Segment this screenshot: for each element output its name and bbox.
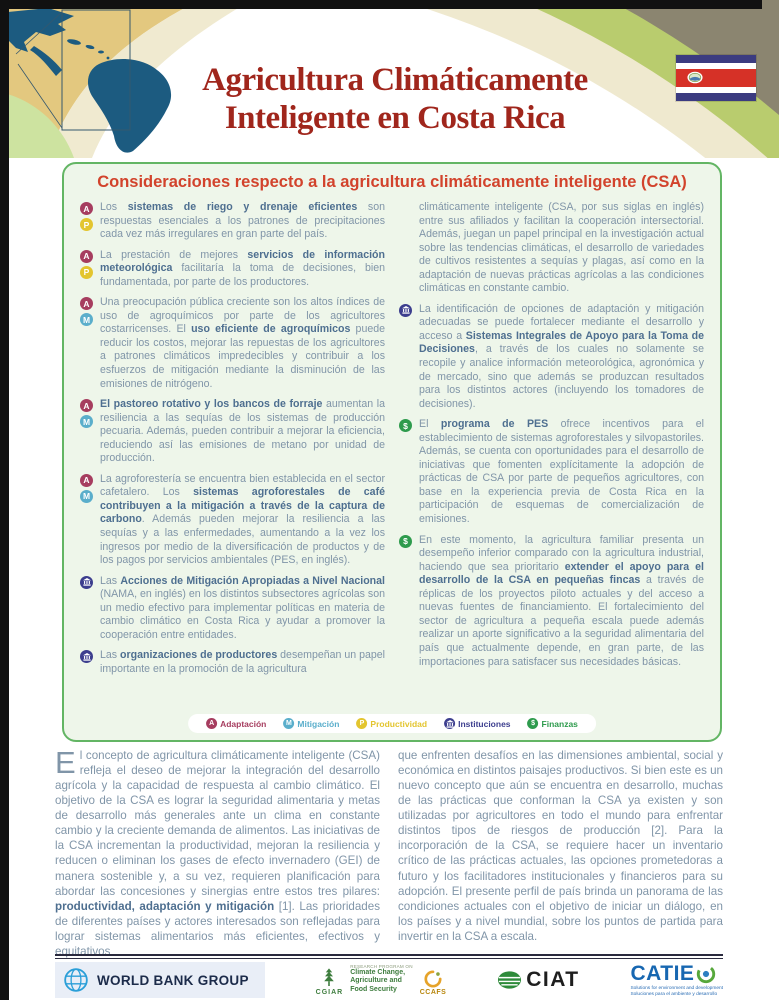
flag-stripe-blue xyxy=(676,93,756,101)
bullet-item xyxy=(80,575,385,643)
ccafs-program-line: Food Security xyxy=(350,985,397,993)
adaptation-icon: A xyxy=(80,202,93,215)
considerations-box xyxy=(62,162,722,742)
page-title-line1: Agricultura Climáticamente xyxy=(202,62,588,98)
bullet-text: La identificación de opciones de adaptación y mitigación adecuadas se puede fortalecer mediante el desarrollo y acceso a Sistemas Integrales de Apoyo para la Toma de Decisiones, a través de los cuales no solamente se recopile y analice información meteorológica, agronómica y de mercado, sino que además se produzcan resultados para los distintos actores (incluyendo los tomadores de decisiones). xyxy=(419,302,704,410)
bullet-icon-stack xyxy=(80,473,94,568)
catie-tagline-es: Soluciones para el ambiente y desarrollo xyxy=(630,992,718,997)
catie-swoosh-icon xyxy=(696,964,716,984)
legend-item xyxy=(528,718,578,729)
considerations-column-left xyxy=(80,201,385,695)
mitigation-icon: M xyxy=(80,415,93,428)
bullet-text: Una preocupación pública creciente son los altos índices de uso de agroquímicos por parte de los agricultores costarricenses. El uso eficiente de agroquímicos puede reducir los costos, mejorar las repuestas de los agricultores a patrones climáticos impredecibles y contribuir a los esfuerzos de mitigación mediante la disminución de las emisiones de nitrógeno. xyxy=(100,296,386,390)
flag-stripe-red xyxy=(676,69,756,87)
catie-tagline-en: Solutions for environment and development xyxy=(630,985,723,991)
institutions-icon xyxy=(80,576,93,589)
intro-column-right xyxy=(398,748,723,959)
legend-item xyxy=(206,718,266,729)
bullet-item xyxy=(399,418,704,526)
institutions-icon xyxy=(444,718,455,729)
world-bank-logo xyxy=(55,962,265,998)
ccafs-block xyxy=(420,970,447,996)
catie-logo xyxy=(630,962,723,999)
ccafs-program-text xyxy=(350,964,413,996)
flag-stripe-blue xyxy=(676,55,756,63)
bullet-text: El programa de PES ofrece incentivos para el establecimiento de sistemas agroforestales y silvopastoriles. Además, se cuenta con oportunidades para el desarrollo de iniciativas que fomenten explícitamente la adopción de prácticas de CSA por parte de pequeños agricultores, con base en la experiencia previa de Costa Rica en la participación de esquemas de comercialización de emisiones. xyxy=(419,418,704,526)
bullet-text: La prestación de mejores servicios de información meteorológica facilitaría la toma de decisiones, bien fundamentada, por parte de los productores. xyxy=(100,248,385,288)
bullet-icon-stack xyxy=(399,303,413,411)
considerations-columns xyxy=(80,201,704,695)
adaptation-icon: A xyxy=(80,250,93,263)
footer-divider xyxy=(55,954,723,959)
legend-label: Finanzas xyxy=(541,718,578,729)
ciat-emblem-icon xyxy=(497,970,522,990)
mitigation-icon: M xyxy=(80,490,93,503)
intro-paragraph: que enfrenten desafíos en las dimensiones ambiental, social y económica en distintos paisajes productivos. Si bien este es un nuevo concepto que aún se encuentra en desarrollo, muchas de las prácticas que conforman la CSA ya existen y son utilizadas por agricultores en todo el mundo para enfrentar distintos tipos de riesgos de producción [2]. Para la incorporación de la CSA, se requiere hacer un inventario crítico de las prácticas actuales, las opciones prometedoras a futuro y los facilitadores institucionales y financieros para su adopción. El presente perfil de país brinda un panorama de las condiciones actuales con el objetivo de iniciar un diálogo, en los países y a nivel mundial, sobre los puntos de partida para invertir en la CSA a escala. xyxy=(398,749,723,943)
scan-edge-top xyxy=(0,0,762,9)
bullet-icon-stack xyxy=(80,296,94,391)
catie-label: CATIE xyxy=(630,961,695,985)
world-bank-label: WORLD BANK GROUP xyxy=(97,972,249,988)
bullet-item xyxy=(80,473,385,568)
dropcap: E xyxy=(55,745,76,780)
bullet-text: En este momento, la agricultura familiar presenta un desempeño inferior comparado con la agricultura industrial, haciendo que sea prioritario extender el apoyo para el desarrollo de la CSA en pequeñas fincas a través de réplicas de los proyectos piloto actuales y del acceso a nuevas fuentes de financiamiento. El fortalecimiento del sector de agricultura a pequeña escala puede además realizar un aporte significativo a la seguridad alimentaria del país que actualmente depende, en gran parte, de las importaciones para satisfacer sus necesidades básicas. xyxy=(419,533,704,668)
world-bank-globe-icon xyxy=(63,967,89,993)
productivity-icon: P xyxy=(356,718,367,729)
finance-icon: $ xyxy=(399,419,412,432)
intro-paragraph: El concepto de agricultura climáticamente inteligente (CSA) refleja el deseo de mejorar la integración del desarrollo agrícola y la capacidad de respuesta al cambio climático. El objetivo de la CSA es lograr la seguridad alimentaria y metas de desarrollo más generales ante un clima en constante cambio y la creciente demanda de alimentos. Las iniciativas de la CSA incrementan la productividad, mejoran la resiliencia y reducen o eliminan los gases de efecto invernadero (GEI) de manera sostenible y, a su vez, requieren planificación para abordar las concesiones y sinergias entre estos tres pilares: productividad, adaptación y mitigación [1]. Las prioridades de diferentes países y actores interesados son reflejadas para lograr sistemas alimentarios más eficientes, efectivos y equitativos xyxy=(55,745,380,958)
bullet-icon-stack xyxy=(399,201,413,296)
bullet-item xyxy=(80,296,385,391)
page-title-line2: Inteligente en Costa Rica xyxy=(224,99,566,136)
cgiar-block xyxy=(316,968,344,996)
bullet-icon-stack xyxy=(399,418,413,526)
intro-column-left xyxy=(55,745,380,959)
costa-rica-flag xyxy=(676,55,756,101)
productivity-icon: P xyxy=(80,218,93,231)
bullet-icon-stack xyxy=(80,249,94,290)
bullet-item xyxy=(399,201,704,296)
bullet-text: Las organizaciones de productores desempeñan un papel importante en la promoción de la agricultura xyxy=(100,649,386,675)
cgiar-tree-icon xyxy=(321,968,337,988)
bullet-item xyxy=(80,398,385,466)
ccafs-label: CCAFS xyxy=(419,988,447,996)
page-title xyxy=(128,62,662,137)
legend-item xyxy=(444,718,510,729)
mitigation-icon: M xyxy=(283,718,294,729)
bullet-icon-stack xyxy=(80,398,94,466)
legend-item xyxy=(356,718,427,729)
ccafs-ring-icon xyxy=(424,970,442,988)
finance-icon: $ xyxy=(399,535,412,548)
legend-label: Productividad xyxy=(370,718,428,729)
adaptation-icon: A xyxy=(206,718,217,729)
bullet-item xyxy=(399,303,704,411)
footer-logos xyxy=(55,962,723,998)
considerations-box-title: Consideraciones respecto a la agricultura climáticamente inteligente (CSA) xyxy=(97,173,687,191)
bullet-text: El pastoreo rotativo y los bancos de forraje aumentan la resiliencia a las sequías de los sistemas de producción pecuaria. Además, pueden contribuir a mejorar la eficiencia, reduciendo así las emisiones de metano por unidad de producción. xyxy=(100,398,385,465)
adaptation-icon: A xyxy=(80,297,93,310)
legend-label: Adaptación xyxy=(220,718,267,729)
legend-label: Instituciones xyxy=(458,718,511,729)
adaptation-icon: A xyxy=(80,399,93,412)
finance-icon: $ xyxy=(528,718,539,729)
mitigation-icon: M xyxy=(80,313,93,326)
bullet-item xyxy=(80,249,385,290)
legend-item xyxy=(283,718,339,729)
ccafs-program-line: Climate Change, xyxy=(350,969,406,977)
productivity-icon: P xyxy=(80,266,93,279)
bullet-icon-stack xyxy=(80,575,94,643)
considerations-column-right xyxy=(399,201,704,695)
institutions-icon xyxy=(399,304,412,317)
ciat-logo xyxy=(497,968,579,992)
bullet-icon-stack xyxy=(80,649,94,676)
bullet-text: La agroforestería se encuentra bien establecida en el sector cafetalero. Los sistemas agroforestales de café contribuyen a la mitigación a través de la captura de carbono. Además pueden mejorar la resiliencia a las sequías y a las enfermedades, aumentando a la vez los ingresos por medio de la diversificación de productos y de los pagos por servicios ambientales (PES, en inglés). xyxy=(100,472,385,567)
flag-coat-of-arms xyxy=(687,71,703,84)
scan-edge-left xyxy=(0,0,9,1000)
bullet-icon-stack xyxy=(399,534,413,669)
bullet-text: Los sistemas de riego y drenaje eficientes son respuestas esenciales a los patrones de precipitaciones cada vez más irregulares en gran parte del país. xyxy=(100,201,385,241)
ciat-label: CIAT xyxy=(526,968,580,991)
intro-section xyxy=(55,745,723,959)
legend-label: Mitigación xyxy=(297,718,340,729)
bullet-text: Las Acciones de Mitigación Apropiadas a Nivel Nacional (NAMA, en inglés) en los distintos subsectores agrícolas son un medio efectivo para implementar políticas en materia de cambio climático en Costa Rica y ayudar a promover la cooperación entre entidades. xyxy=(100,574,385,641)
bullet-item xyxy=(80,201,385,242)
cgiar-ccafs-logo xyxy=(316,964,447,996)
bullet-item xyxy=(80,649,385,676)
adaptation-icon: A xyxy=(80,474,93,487)
pillar-legend xyxy=(188,714,596,733)
institutions-icon xyxy=(80,650,93,663)
bullet-icon-stack xyxy=(80,201,94,242)
bullet-item xyxy=(399,534,704,669)
ccafs-program-line: Agriculture and xyxy=(350,977,402,985)
bullet-text: climáticamente inteligente (CSA, por sus siglas en inglés) entre sus afiliados y facilitan la cooperación intersectorial. Además, juegan un papel principal en la investigación actual sobre las tendencias climáticas, el desarrollo de variedades de cultivos resistentes a sequías y plagas, así como en la adaptación de nuevas prácticas agrícolas a las condiciones climáticas en constante cambio. xyxy=(419,201,704,295)
header xyxy=(0,0,779,158)
ccafs-program-header: RESEARCH PROGRAM ON xyxy=(350,964,413,970)
cgiar-label: CGIAR xyxy=(315,988,344,996)
